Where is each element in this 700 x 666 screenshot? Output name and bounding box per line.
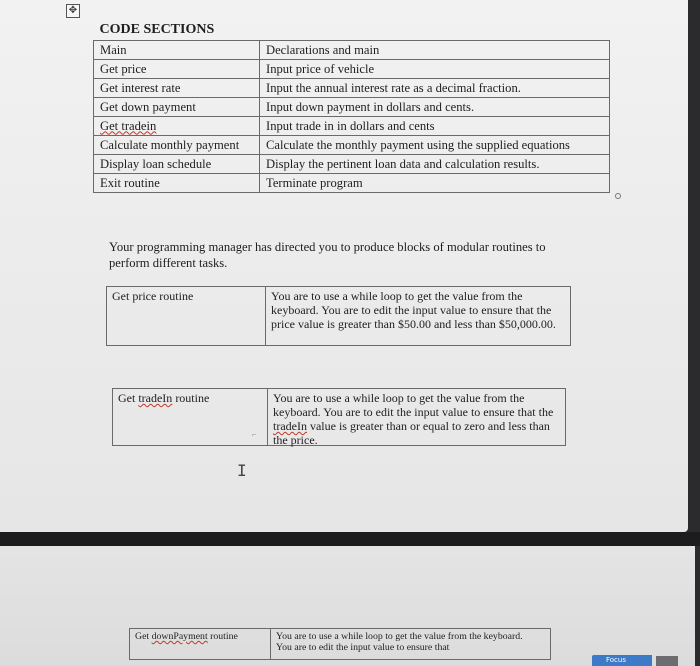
table-row: Exit routine Terminate program [94,174,610,193]
routine-label: Get price routine [107,287,266,345]
routine-description: You are to use a while loop to get the value from the keyboard. You are to edit the input value to ensure that the tradeIn value is greater than or equal to zero and less than the price. [273,391,554,447]
table-row: Get tradein Input trade in in dollars and cents [94,117,610,136]
routine-description: You are to use a while loop to get the value from the keyboard. You are to edit the input value to ensure that the price value is greater than $50.00 and less than $50,000.00. [271,289,556,331]
page-separator [0,532,700,546]
table-row: Get down payment Input down payment in dollars and cents. [94,98,610,117]
get-price-routine-box [106,286,571,346]
table-resize-handle-icon[interactable] [615,193,621,199]
table-row: Calculate monthly payment Calculate the monthly payment using the supplied equations [94,136,610,155]
tradein-cell: Get tradein [94,117,260,136]
table-row: Display loan schedule Display the pertinent loan data and calculation results. [94,155,610,174]
table-row: Get interest rate Input the annual interest rate as a decimal fraction. [94,79,610,98]
table-title: CODE SECTIONS [94,19,260,41]
table-row: Get price Input price of vehicle [94,60,610,79]
routine-label: Get tradeIn routine [113,389,268,445]
routine-label: Get downPayment routine [130,629,271,659]
text-cursor-icon: I [237,461,247,480]
table-row: Main Declarations and main [94,41,610,60]
table-move-handle-icon[interactable]: ✥ [66,4,80,18]
view-toggle-button[interactable] [656,656,678,666]
intro-paragraph: Your programming manager has directed you to produce blocks of modular routines to perform different tasks. [109,240,546,270]
edit-marker-icon: ⌐ [252,430,257,439]
get-downpayment-routine-box [129,628,551,660]
code-sections-table [93,19,610,193]
routine-description: You are to use a while loop to get the value from the keyboard. You are to edit the input value to ensure that [276,631,523,653]
get-tradein-routine-box [112,388,566,446]
focus-mode-button[interactable]: Focus [592,655,652,666]
